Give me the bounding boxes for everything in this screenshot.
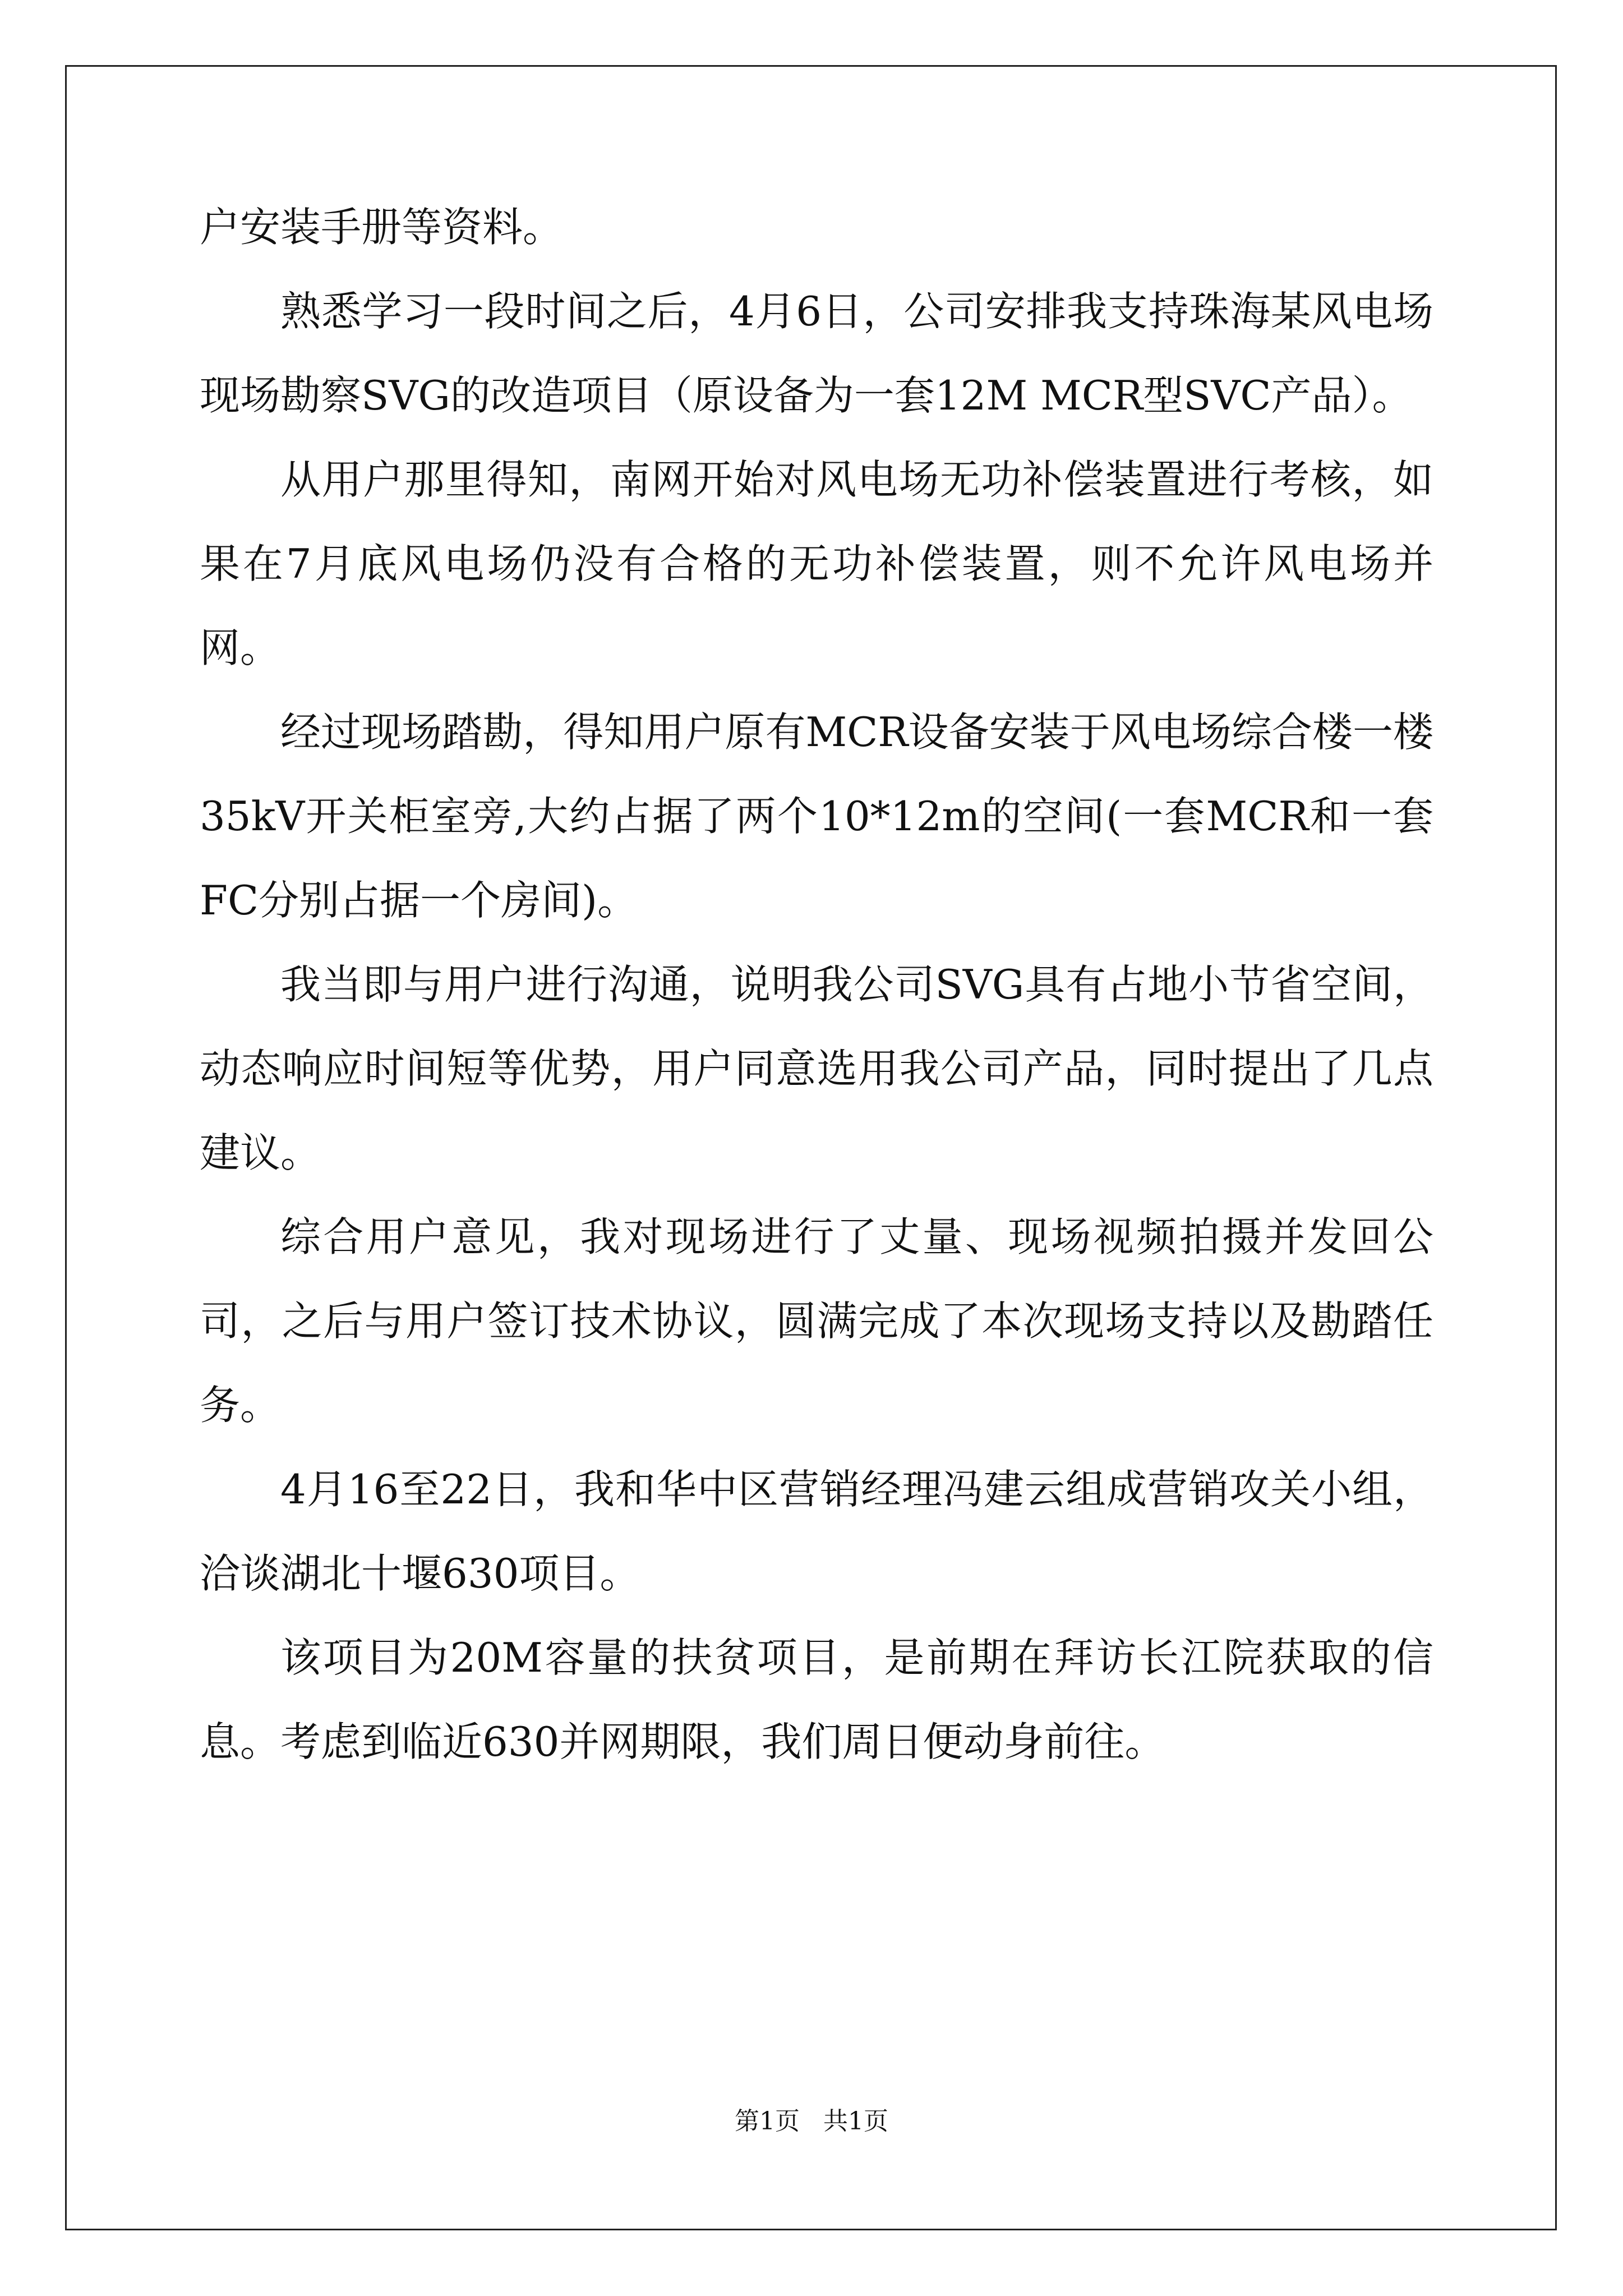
paragraph-technical-agreement: 综合用户意见，我对现场进行了丈量、现场视频拍摄并发回公司，之后与用户签订技术协议，圆满完成了本次现场支持以及勘踏任务。 [200,1213,1433,1429]
page-number-footer: 第1页 共1页 [735,2107,888,2136]
paragraph-poverty-project: 该项目为20M容量的扶贫项目，是前期在拜访长江院获取的信息。考虑到临近630并网期限，我们周日便动身前往。 [200,1634,1433,1765]
document-body [200,185,1433,1784]
paragraph-continuation: 户安装手册等资料。 [200,204,564,251]
paragraph-hubei-trip: 4月16至22日，我和华中区营销经理冯建云组成营销攻关小组，洽谈湖北十堰630项目。 [200,1466,1433,1597]
paragraph-grid-assessment: 从用户那里得知，南网开始对风电场无功补偿装置进行考核，如果在7月底风电场仍没有合格的无功补偿装置，则不允许风电场并网。 [200,456,1433,671]
paragraph-user-communication: 我当即与用户进行沟通，说明我公司SVG具有占地小节省空间，动态响应时间短等优势，用户同意选用我公司产品，同时提出了几点建议。 [200,961,1433,1176]
paragraph-site-survey: 经过现场踏勘，得知用户原有MCR设备安装于风电场综合楼一楼35kV开关柜室旁,大约占据了两个10*12m的空间(一套MCR和一套FC分别占据一个房间)。 [200,708,1433,924]
paragraph-zhuhai-project: 熟悉学习一段时间之后，4月6日，公司安排我支持珠海某风电场现场勘察SVG的改造项目（原设备为一套12M MCR型SVC产品）。 [200,288,1433,419]
